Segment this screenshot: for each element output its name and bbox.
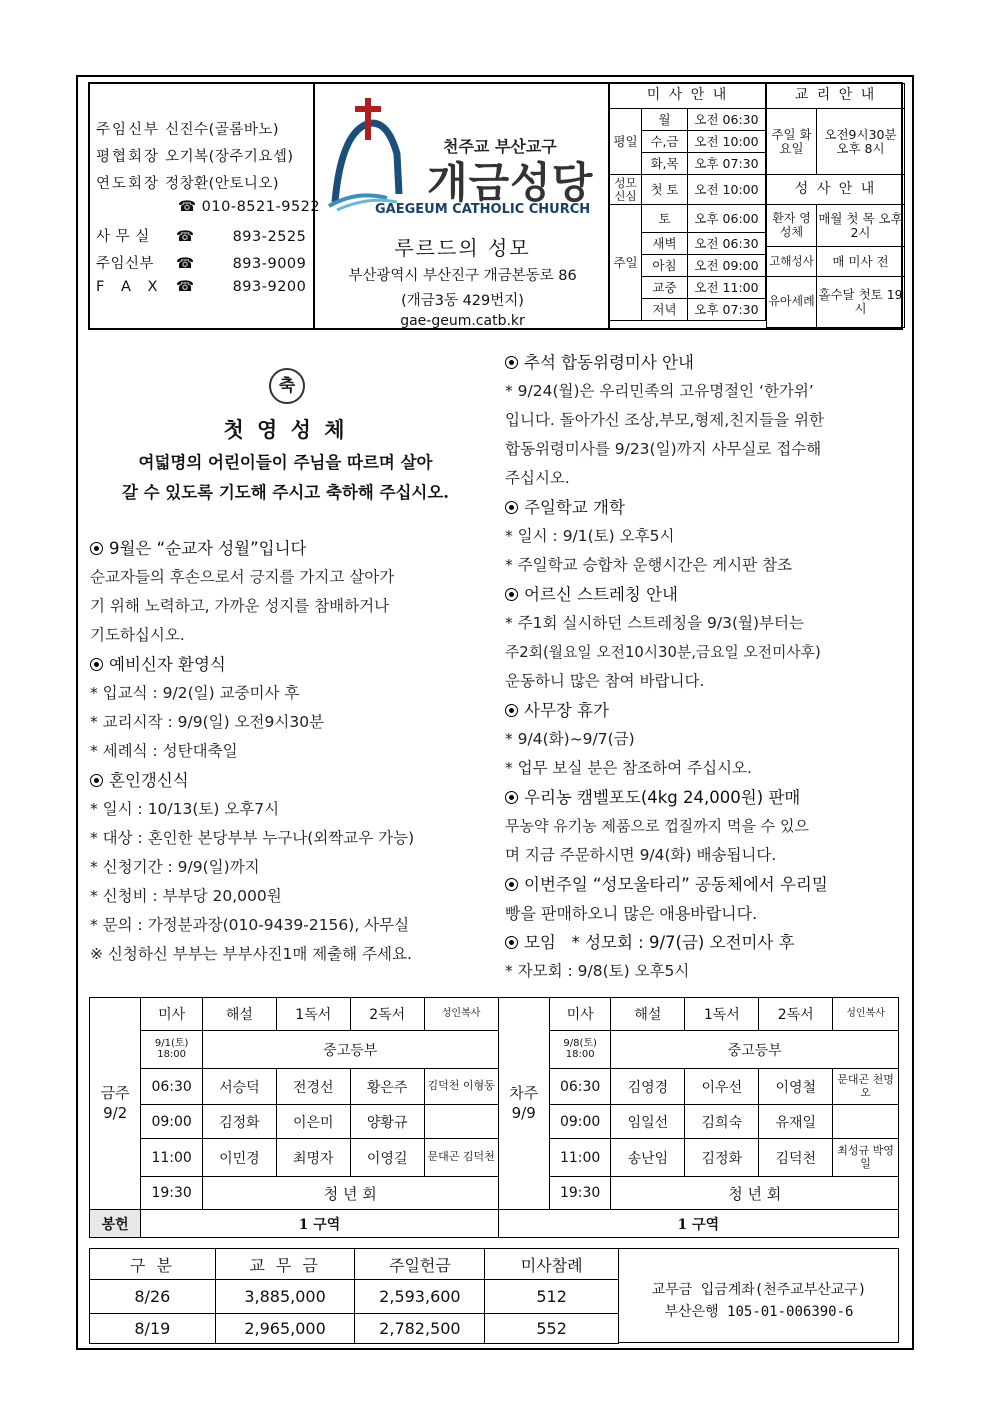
right-notices: [505, 348, 905, 986]
col-header: 해설: [611, 998, 685, 1031]
duty-cell: 김덕천 이형동: [424, 1069, 498, 1105]
mass-schedule-table: [609, 83, 766, 321]
notice-line: 기도하십시오.: [90, 626, 185, 644]
duty-cell: 임일선: [611, 1105, 685, 1139]
address: 부산광역시 부산진구 개금본동로 86: [348, 268, 577, 284]
duty-cell: 양황규: [350, 1105, 424, 1139]
church-name-en: GAEGEUM CATHOLIC CHURCH: [375, 202, 591, 217]
sat-mass-label: 9/8(토) 18:00: [549, 1031, 611, 1069]
staff-panel: [90, 84, 321, 328]
mass-time: 11:00: [141, 1139, 203, 1177]
duty-cell: 이우선: [685, 1069, 759, 1105]
duty-cell: 서승덕: [202, 1069, 276, 1105]
sacrament-time: 매 미사 전: [817, 247, 905, 277]
staff-row: [96, 172, 279, 193]
offering-this-week: 1 구역: [141, 1210, 498, 1238]
church-name: 개금성당: [427, 158, 594, 207]
notice-line: 무농약 유기농 제품으로 껍질까지 먹을 수 있으: [505, 817, 809, 835]
duty-cell: 송난임: [611, 1139, 685, 1177]
catechism-title: 교 리 안 내: [767, 84, 905, 109]
celebration-text: 갈 수 있도록 기도해 주시고 축하해 주십시오.: [121, 483, 450, 502]
notice-line: * 9/24(월)은 우리민족의 고유명절인 ‘한가위’: [505, 382, 814, 400]
notice-line: * 자모회 : 9/8(토) 오후5시: [505, 962, 690, 980]
mass-day: 월: [642, 109, 688, 131]
mass-title: 미 사 안 내: [610, 84, 766, 109]
notice-heading: [90, 650, 485, 679]
celebration-badge: 축: [269, 368, 305, 404]
notice-heading: [505, 783, 905, 812]
mass-day: 첫 토: [642, 175, 688, 205]
finance-header: 교 무 금: [215, 1249, 355, 1280]
notice-line: 기 위해 노력하고, 가까운 성지를 참배하거나: [90, 597, 390, 615]
staff-role: 주임신부: [96, 122, 161, 138]
notice-title: 우리농 캠벨포도(4kg 24,000원) 판매: [524, 788, 801, 807]
celebration-title: 첫 영 성 체: [223, 417, 348, 442]
mass-time: 06:30: [141, 1069, 203, 1105]
notice-heading: [505, 870, 905, 899]
address-detail: (개금3동 429번지): [401, 293, 524, 309]
duty-cell: 이영길: [350, 1139, 424, 1177]
notice-heading: [505, 580, 905, 609]
duty-cell: 김덕천: [759, 1139, 833, 1177]
sacrament-time: 홀수달 첫토 19시: [817, 277, 905, 328]
finance-header: 주일헌금: [355, 1249, 485, 1280]
mass-day: 화,목: [642, 153, 688, 175]
mass-time: 오후 07:30: [688, 299, 766, 321]
sacrament-name: 환자 영성체: [767, 205, 817, 247]
bullet-icon: [505, 878, 518, 891]
mass-time: 09:00: [549, 1105, 611, 1139]
notice-title: 어르신 스트레칭 안내: [524, 585, 678, 604]
phone-number: 893-2525: [232, 229, 307, 245]
staff-role: 평협회장: [96, 149, 161, 165]
notice-line: * 신청기간 : 9/9(일)까지: [90, 858, 260, 876]
bullet-icon: [505, 588, 518, 601]
notice-line: * 문의 : 가정분과장(010-9439-2156), 사무실: [90, 916, 410, 934]
staff-name: 정창환(안토니오): [165, 176, 280, 192]
church-panel: [315, 84, 610, 328]
notice-title: 이번주일 “성모울타리” 공동체에서 우리밀: [524, 875, 828, 894]
mass-time: 오전 10:00: [688, 131, 766, 153]
mass-time: 오전 10:00: [688, 175, 766, 205]
duty-group: 중고등부: [611, 1031, 899, 1069]
bullet-icon: [505, 791, 518, 804]
offering-next-week: 1 구역: [498, 1210, 898, 1238]
duty-cell: 김정화: [685, 1139, 759, 1177]
mass-day: 교중: [642, 277, 688, 299]
bullet-icon: [90, 658, 103, 671]
diocese-name: 천주교 부산교구: [443, 137, 557, 156]
phone-row: [96, 252, 306, 273]
col-header: 2독서: [759, 998, 833, 1031]
fax-number: 893-9200: [232, 279, 307, 295]
notice-line: * 업무 보실 분은 참조하여 주십시오.: [505, 759, 752, 777]
staff-name: 오기복(장주기요셉): [165, 149, 294, 165]
notice-line: 합동위령미사를 9/23(일)까지 사무실로 접수해: [505, 440, 822, 458]
notice-heading: [505, 348, 905, 377]
mass-time: 오전 09:00: [688, 255, 766, 277]
duty-cell: 최성규 박영일: [833, 1139, 899, 1177]
mass-time: 09:00: [141, 1105, 203, 1139]
offering-label: 봉헌: [90, 1210, 141, 1238]
mass-day: 아침: [642, 255, 688, 277]
mass-day: 새벽: [642, 233, 688, 255]
mass-day: 토: [642, 205, 688, 233]
duty-cell: 최명자: [276, 1139, 350, 1177]
duty-group: 청 년 회: [611, 1177, 899, 1210]
duty-cell: 김영경: [611, 1069, 685, 1105]
mass-day: 저녁: [642, 299, 688, 321]
notice-title: 모임 * 성모회 : 9/7(금) 오전미사 후: [524, 933, 795, 952]
duty-cell: 이은미: [276, 1105, 350, 1139]
duty-group: 청 년 회: [202, 1177, 498, 1210]
notice-line: * 교리시작 : 9/9(일) 오전9시30분: [90, 713, 325, 731]
notice-title: 9월은 “순교자 성월”입니다: [109, 539, 307, 558]
sunday-label: 주일: [610, 205, 642, 321]
notice-heading: [505, 928, 905, 957]
phone-icon: ☎: [176, 279, 195, 295]
notice-heading: [90, 534, 485, 563]
phone-label: 사 무 실: [96, 229, 150, 245]
account-label: 교무금 입금계좌(천주교부산교구): [651, 1282, 867, 1298]
duty-cell: 이영철: [759, 1069, 833, 1105]
notice-line: * 대상 : 혼인한 본당부부 누구나(외짝교우 가능): [90, 829, 415, 847]
bullet-icon: [505, 936, 518, 949]
notice-line: * 9/4(화)~9/7(금): [505, 730, 635, 748]
notice-line: * 세례식 : 성탄대축일: [90, 742, 238, 760]
catechism-time: 오전9시30분 오후 8시: [817, 109, 905, 175]
duty-cell: 이민경: [202, 1139, 276, 1177]
notice-line: ※ 신청하신 부부는 부부사진1매 제출해 주세요.: [90, 945, 412, 963]
mass-time: 오후 06:00: [688, 205, 766, 233]
finance-cell: 2,965,000: [215, 1314, 355, 1344]
duty-group: 중고등부: [202, 1031, 498, 1069]
mass-time: 오전 11:00: [688, 277, 766, 299]
mass-time: 06:30: [549, 1069, 611, 1105]
sacrament-name: 유아세례: [767, 277, 817, 328]
fax-label: F A X: [96, 279, 164, 295]
finance-header: 구 분: [90, 1249, 216, 1280]
staff-name: 신진수(골롬바노): [165, 122, 280, 138]
header-box: [88, 82, 903, 330]
duty-cell: 전경선: [276, 1069, 350, 1105]
catechism-day: 주일 화요일: [767, 109, 817, 175]
bullet-icon: [90, 542, 103, 555]
notice-line: 주십시오.: [505, 469, 570, 487]
sacrament-name: 고해성사: [767, 247, 817, 277]
staff-row: [96, 118, 279, 139]
duty-cell: 유재일: [759, 1105, 833, 1139]
col-header: 미사: [141, 998, 203, 1031]
notice-title: 추석 합동위령미사 안내: [524, 353, 694, 372]
notice-line: * 신청비 : 부부당 20,000원: [90, 887, 282, 905]
phone-label: 주임신부: [96, 256, 155, 272]
duty-cell: [833, 1105, 899, 1139]
finance-cell: 8/26: [90, 1280, 216, 1314]
notice-heading: [505, 493, 905, 522]
mass-day: 수,금: [642, 131, 688, 153]
notice-line: 주2회(월요일 오전10시30분,금요일 오전미사후): [505, 644, 821, 661]
notice-line: 운동하니 많은 참여 바랍니다.: [505, 672, 705, 690]
finance-cell: 3,885,000: [215, 1280, 355, 1314]
finance-table: [89, 1248, 619, 1344]
sacrament-time: 매월 첫 목 오후 2시: [817, 205, 905, 247]
next-week-label: 차주 9/9: [498, 998, 549, 1210]
col-header: 1독서: [685, 998, 759, 1031]
schedule-panel: [610, 84, 903, 328]
mass-time: 오전 06:30: [688, 233, 766, 255]
celebration-text: 여덟명의 어린이들이 주님을 따르며 살아: [138, 453, 433, 472]
col-header: 미사: [549, 998, 611, 1031]
duty-cell: 김희숙: [685, 1105, 759, 1139]
notice-line: 입니다. 돌아가신 조상,부모,형제,친지들을 위한: [505, 411, 824, 429]
duty-roster-table: [89, 997, 899, 1238]
notice-line: 빵을 판매하오니 많은 애용바랍니다.: [505, 904, 758, 923]
phone-icon: ☎: [176, 256, 195, 272]
notice-title: 예비신자 환영식: [109, 655, 226, 674]
notice-line: * 입교식 : 9/2(일) 교중미사 후: [90, 684, 300, 702]
notice-line: * 일시 : 10/13(토) 오후7시: [90, 800, 280, 818]
phone-row: [96, 225, 306, 246]
sat-mass-label: 9/1(토) 18:00: [141, 1031, 203, 1069]
notice-line: 순교자들의 후손으로서 긍지를 가지고 살아가: [90, 568, 395, 586]
notice-line: 며 지금 주문하시면 9/4(화) 배송됩니다.: [505, 846, 777, 864]
mass-time: 오전 06:30: [688, 109, 766, 131]
bullet-icon: [505, 501, 518, 514]
duty-cell: [424, 1105, 498, 1139]
church-logo: [327, 94, 417, 214]
phone-number: 893-9009: [232, 256, 307, 272]
finance-cell: 552: [485, 1314, 619, 1344]
mass-time: 11:00: [549, 1139, 611, 1177]
phone-icon: ☎: [176, 229, 195, 245]
col-header: 1독서: [276, 998, 350, 1031]
duty-cell: 문대곤 천명오: [833, 1069, 899, 1105]
sat-label: 성모신심: [610, 175, 642, 205]
bullet-icon: [505, 356, 518, 369]
notice-line: * 주1회 실시하던 스트레칭을 9/3(월)부터는: [505, 614, 804, 632]
col-header: 성인복사: [424, 998, 498, 1031]
col-header: 성인복사: [833, 998, 899, 1031]
notice-title: 혼인갱신식: [109, 771, 189, 790]
mass-time: 19:30: [141, 1177, 203, 1210]
staff-role: 연도회장: [96, 176, 161, 192]
finance-cell: 512: [485, 1280, 619, 1314]
finance-cell: 8/19: [90, 1314, 216, 1344]
notice-title: 사무장 휴가: [524, 701, 609, 720]
finance-cell: 2,593,600: [355, 1280, 485, 1314]
bullet-icon: [90, 774, 103, 787]
duty-cell: 문대곤 김덕천: [424, 1139, 498, 1177]
mobile-number: ☎ 010-8521-9522: [178, 199, 321, 215]
col-header: 해설: [202, 998, 276, 1031]
duty-cell: 김정화: [202, 1105, 276, 1139]
staff-row: [96, 145, 294, 166]
this-week-label: 금주 9/2: [90, 998, 141, 1210]
mass-time: 오후 07:30: [688, 153, 766, 175]
notice-heading: [90, 766, 485, 795]
account-box: [619, 1248, 899, 1343]
notice-line: * 일시 : 9/1(토) 오후5시: [505, 527, 675, 545]
weekday-label: 평일: [610, 109, 642, 175]
catechism-table: [766, 83, 905, 328]
sacrament-title: 성 사 안 내: [767, 175, 905, 205]
col-header: 2독서: [350, 998, 424, 1031]
notice-heading: [505, 696, 905, 725]
patron-title: 루르드의 성모: [394, 236, 531, 260]
finance-cell: 2,782,500: [355, 1314, 485, 1344]
duty-cell: 황은주: [350, 1069, 424, 1105]
phone-row: [96, 279, 306, 295]
notice-title: 주일학교 개학: [524, 498, 625, 517]
account-number: 부산은행 105-01-006390-6: [664, 1304, 854, 1320]
mass-time: 19:30: [549, 1177, 611, 1210]
notice-line: * 주일학교 승합차 운행시간은 게시판 참조: [505, 556, 792, 574]
left-notices: [90, 534, 485, 969]
finance-header: 미사참례: [485, 1249, 619, 1280]
website-url: gae-geum.catb.kr: [400, 313, 525, 329]
bullet-icon: [505, 704, 518, 717]
